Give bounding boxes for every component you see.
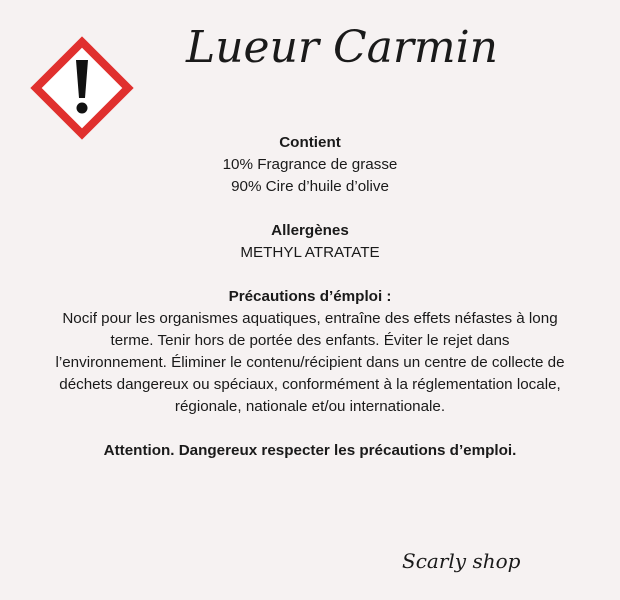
- contient-line: 10% Fragrance de grasse: [222, 156, 398, 173]
- precaution-line: l’environnement. Éliminer le contenu/récipient dans un centre de collecte de: [55, 354, 565, 371]
- precaution-line: terme. Tenir hors de portée des enfants. Éviter le rejet dans: [110, 332, 510, 349]
- allergene-line: METHYL ATRATATE: [240, 244, 380, 261]
- exclamation-hazard-icon: [30, 36, 134, 140]
- attention-warning: Attention. Dangereux respecter les précautions d’emploi.: [103, 442, 517, 459]
- section-precautions-title: Précautions d’émploi :: [228, 288, 392, 305]
- brand-name: Lueur Carmin: [186, 22, 499, 73]
- label-content: [0, 132, 620, 462]
- section-contient: [0, 132, 620, 198]
- contient-line: 90% Cire d’huile d’olive: [231, 178, 389, 195]
- section-allergenes-title: Allergènes: [271, 222, 349, 239]
- precaution-line: régionale, nationale et/ou internationale.: [174, 398, 446, 415]
- precaution-line: Nocif pour les organismes aquatiques, entraîne des effets néfastes à long: [62, 310, 558, 327]
- section-allergenes: [0, 220, 620, 264]
- section-precautions: [0, 286, 620, 418]
- precaution-line: déchets dangereux ou spéciaux, conformément à la réglementation locale,: [59, 376, 561, 393]
- shop-name: Scarly shop: [402, 549, 521, 573]
- section-contient-title: Contient: [279, 134, 341, 151]
- shop-signature: [398, 536, 528, 586]
- brand-logo: [178, 4, 499, 84]
